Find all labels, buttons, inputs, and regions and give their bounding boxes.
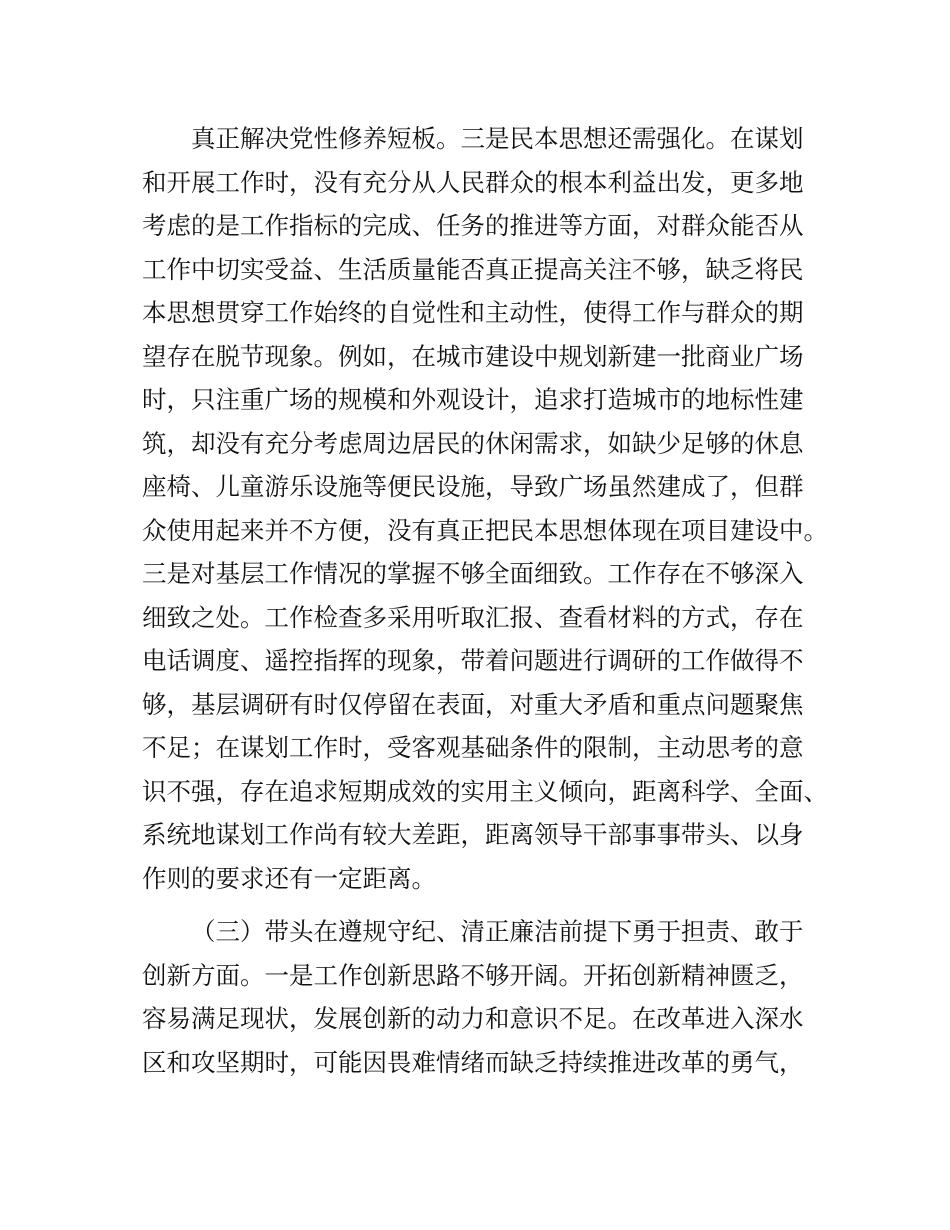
text-line: 时，只注重广场的规模和外观设计，追求打造城市的地标性建 — [142, 385, 804, 414]
text-line: 不足；在谋划工作时，受客观基础条件的限制，主动思考的意 — [142, 733, 804, 762]
text-line: 细致之处。工作检查多采用听取汇报、查看材料的方式，存在 — [142, 602, 804, 632]
paragraph-1 — [142, 117, 832, 900]
text-line: 系统地谋划工作尚有较大差距，距离领导干部事事带头、以身 — [142, 820, 804, 849]
text-line: 区和攻坚期时，可能因畏难情绪而缺乏持续推进改革的勇气， — [142, 1047, 804, 1077]
text-line: 容易满足现状，发展创新的动力和意识不足。在改革进入深水 — [142, 1004, 804, 1033]
text-line: 座椅、儿童游乐设施等便民设施，导致广场虽然建成了，但群 — [142, 472, 804, 501]
paragraph-spacer — [142, 900, 832, 910]
text-line: 筑，却没有充分考虑周边居民的休闲需求，如缺少足够的休息 — [142, 428, 804, 458]
paragraph-2 — [142, 910, 832, 1084]
text-line: 工作中切实受益、生活质量能否真正提高关注不够，缺乏将民 — [142, 254, 804, 284]
text-line: 三是对基层工作情况的掌握不够全面细致。工作存在不够深入 — [142, 559, 804, 588]
text-line: （三）带头在遵规守纪、清正廉洁前提下勇于担责、敢于 — [191, 917, 804, 946]
text-line: 够，基层调研有时仅停留在表面，对重大矛盾和重点问题聚焦 — [142, 689, 804, 719]
text-line: 识不强，存在追求短期成效的实用主义倾向，距离科学、全面、 — [142, 776, 828, 806]
document-body — [142, 117, 832, 1084]
text-line: 和开展工作时，没有充分从人民群众的根本利益出发，更多地 — [142, 167, 804, 197]
text-line: 电话调度、遥控指挥的现象，带着问题进行调研的工作做得不 — [142, 646, 804, 675]
text-line: 真正解决党性修养短板。三是民本思想还需强化。在谋划 — [191, 124, 804, 153]
text-line: 众使用起来并不方便，没有真正把民本思想体现在项目建设中。 — [142, 515, 828, 545]
text-line: 创新方面。一是工作创新思路不够开阔。开拓创新精神匮乏， — [142, 960, 804, 990]
text-line: 考虑的是工作指标的完成、任务的推进等方面，对群众能否从 — [142, 211, 804, 240]
text-line: 本思想贯穿工作始终的自觉性和主动性，使得工作与群众的期 — [142, 298, 804, 327]
text-line: 望存在脱节现象。例如，在城市建设中规划新建一批商业广场 — [142, 341, 804, 371]
text-line: 作则的要求还有一定距离。 — [142, 863, 436, 893]
